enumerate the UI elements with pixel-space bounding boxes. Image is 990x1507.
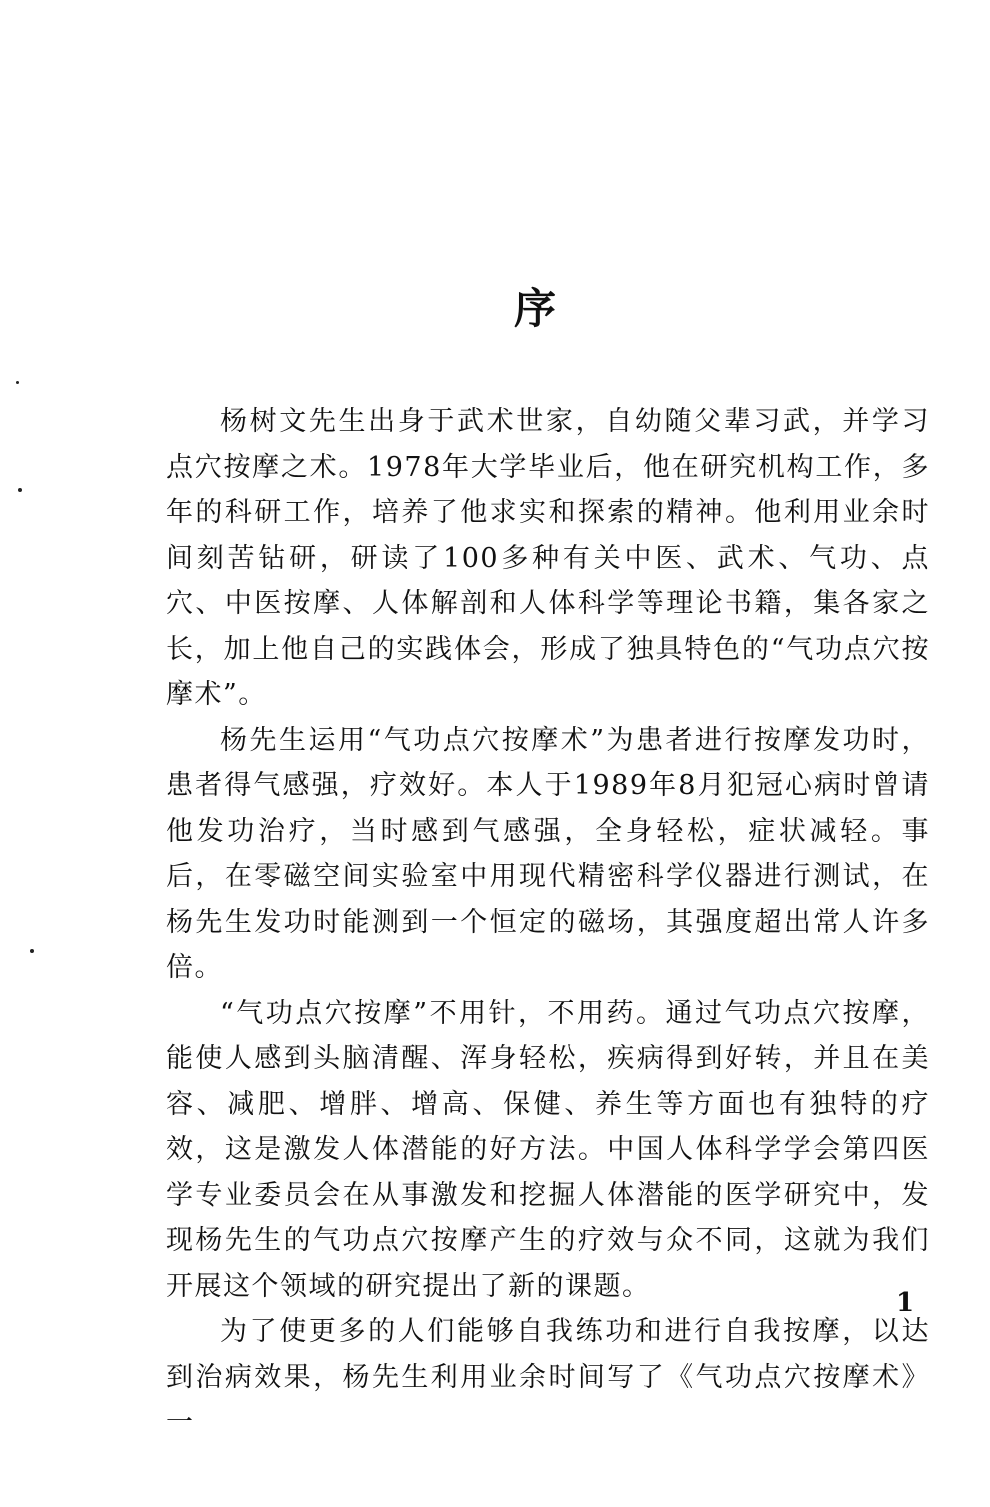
scan-speck xyxy=(18,488,22,492)
scan-speck xyxy=(16,381,19,384)
paragraph: 为了使更多的人们能够自我练功和进行自我按摩，以达到治病效果，杨先生利用业余时间写了《气功点穴按摩术》一 xyxy=(166,1316,930,1438)
paragraph: 杨先生运用“气功点穴按摩术”为患者进行按摩发功时，患者得气感强，疗效好。本人于1989年8月犯冠心病时曾请他发功治疗，当时感到气感强，全身轻松，症状减轻。事后，在零磁空间实验室中用现代精密科学仪器进行测试，在杨先生发功时能测到一个恒定的磁场，其强度超出常人许多倍。 xyxy=(166,724,930,983)
page-title: 序 xyxy=(513,284,556,333)
paragraph: “气功点穴按摩”不用针，不用药。通过气功点穴按摩，能使人感到头脑清醒、浑身轻松，疾病得到好转，并且在美容、减肥、增胖、增高、保健、养生等方面也有独特的疗效，这是激发人体潜能的好方法。中国人体科学学会第四医学专业委员会在从事激发和挖掘人体潜能的医学研究中，发现杨先生的气功点穴按摩产生的疗效与众不同，这就为我们开展这个领域的研究提出了新的课题。 xyxy=(166,997,930,1302)
scan-speck xyxy=(30,949,34,953)
preface-body xyxy=(166,399,930,1446)
page-number: 1 xyxy=(896,1288,915,1318)
paragraph: 杨树文先生出身于武术世家，自幼随父辈习武，并学习点穴按摩之术。1978年大学毕业后，他在研究机构工作，多年的科研工作，培养了他求实和探索的精神。他利用业余时间刻苦钻研，研读了100多种有关中医、武术、气功、点穴、中医按摩、人体解剖和人体科学等理论书籍，集各家之长，加上他自己的实践体会，形成了独具特色的“气功点穴按摩术”。 xyxy=(166,406,930,710)
